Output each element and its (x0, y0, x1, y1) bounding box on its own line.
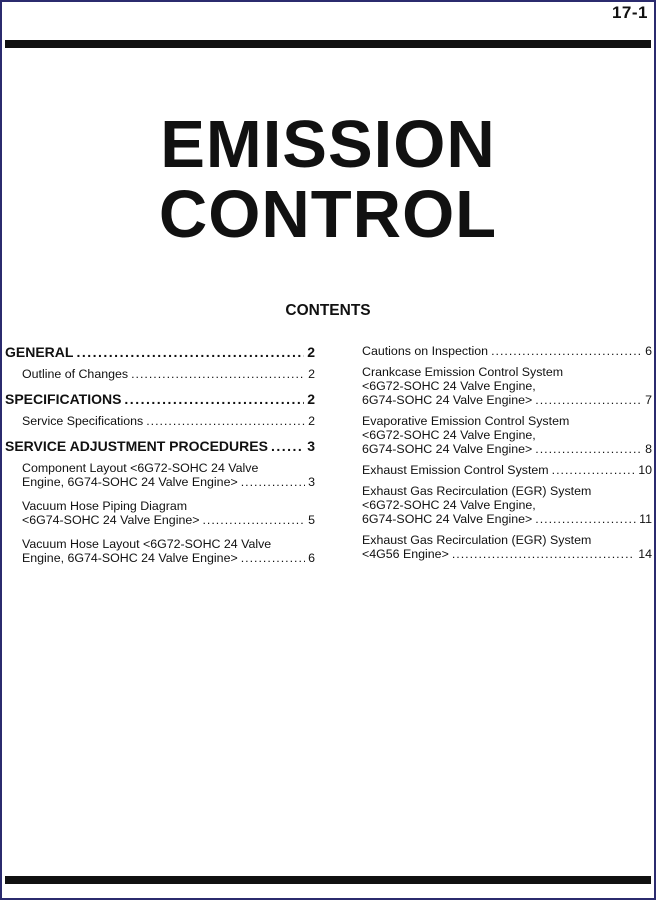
title-line: CONTROL (158, 177, 498, 252)
toc-leader-dots (241, 551, 305, 565)
toc-section[interactable] (5, 344, 315, 360)
toc-page-number: 2 (307, 391, 315, 407)
toc-leader-dots (491, 344, 642, 358)
toc-entry-title-line: Crankcase Emission Control System (362, 365, 564, 379)
toc-section[interactable] (5, 438, 315, 454)
toc-entry-title-line: Vacuum Hose Layout <6G72-SOHC 24 Valve (22, 537, 272, 551)
toc-entry-title-line: Evaporative Emission Control System (362, 414, 570, 428)
toc-entry-title: 6G74-SOHC 24 Valve Engine> (362, 393, 533, 407)
page-number: 17-1 (611, 3, 648, 22)
toc-entry-title: Exhaust Emission Control System (362, 463, 549, 477)
toc-leader-dots (146, 414, 305, 428)
toc-entry-title-line: <6G72-SOHC 24 Valve Engine, (362, 379, 536, 393)
toc-entry[interactable] (362, 414, 652, 456)
toc-entry[interactable] (362, 484, 652, 526)
toc-entry[interactable] (22, 414, 315, 428)
toc-leader-dots (535, 512, 636, 526)
toc-leader-dots (535, 393, 642, 407)
top-rule (5, 40, 651, 48)
page-title (0, 107, 656, 252)
toc-entry-title: SERVICE ADJUSTMENT PROCEDURES (5, 438, 268, 454)
toc-entry-title-line: Exhaust Gas Recirculation (EGR) System (362, 533, 592, 547)
toc-section[interactable] (5, 391, 315, 407)
toc-leader-dots (202, 513, 305, 527)
toc-entry-title-line: <6G72-SOHC 24 Valve Engine, (362, 428, 536, 442)
toc-leader-dots (271, 438, 304, 454)
toc-entry[interactable] (22, 499, 315, 527)
toc-entry-title: Engine, 6G74-SOHC 24 Valve Engine> (22, 551, 238, 565)
toc-leader-dots (124, 391, 304, 407)
contents-heading: CONTENTS (285, 302, 371, 319)
toc-left-column (5, 344, 315, 575)
toc-entry-title: 6G74-SOHC 24 Valve Engine> (362, 442, 533, 456)
title-line: EMISSION (160, 107, 496, 182)
toc-entry[interactable] (362, 365, 652, 407)
toc-entry[interactable] (362, 533, 652, 561)
toc-entry-title-line: <6G72-SOHC 24 Valve Engine, (362, 498, 536, 512)
toc-page-number: 7 (645, 393, 652, 407)
toc-leader-dots (76, 344, 304, 360)
toc-page-number: 10 (638, 463, 652, 477)
toc-right-column (362, 344, 652, 568)
toc-entry[interactable] (22, 461, 315, 489)
toc-entry[interactable] (22, 367, 315, 381)
toc-entry-title: 6G74-SOHC 24 Valve Engine> (362, 512, 533, 526)
toc-entry-title: Outline of Changes (22, 367, 129, 381)
toc-page-number: 6 (645, 344, 652, 358)
toc-entry[interactable] (362, 344, 652, 358)
toc-leader-dots (241, 475, 305, 489)
toc-entry[interactable] (362, 463, 652, 477)
toc-entry-title: Engine, 6G74-SOHC 24 Valve Engine> (22, 475, 238, 489)
toc-entry-title: Cautions on Inspection (362, 344, 489, 358)
bottom-rule (5, 876, 651, 884)
toc-entry-title: Service Specifications (22, 414, 144, 428)
toc-entry-title-line: Exhaust Gas Recirculation (EGR) System (362, 484, 592, 498)
toc-leader-dots (452, 547, 635, 561)
toc-entry-title-line: Component Layout <6G72-SOHC 24 Valve (22, 461, 259, 475)
toc-page-number: 11 (639, 512, 652, 526)
toc-page-number: 2 (308, 367, 315, 381)
toc-leader-dots (552, 463, 636, 477)
toc-entry-title: SPECIFICATIONS (5, 391, 122, 407)
toc-page-number: 5 (308, 513, 315, 527)
toc-entry[interactable] (22, 537, 315, 565)
toc-page-number: 2 (308, 414, 315, 428)
toc-page-number: 3 (307, 438, 315, 454)
toc-page-number: 14 (638, 547, 652, 561)
toc-page-number: 8 (645, 442, 652, 456)
toc-page-number: 2 (307, 344, 315, 360)
toc-page-number: 3 (308, 475, 315, 489)
toc-entry-title: GENERAL (5, 344, 74, 360)
toc-page-number: 6 (308, 551, 315, 565)
toc-entry-title-line: Vacuum Hose Piping Diagram (22, 499, 188, 513)
toc-entry-title: <6G74-SOHC 24 Valve Engine> (22, 513, 200, 527)
toc-entry-title: <4G56 Engine> (362, 547, 449, 561)
toc-leader-dots (535, 442, 642, 456)
toc-leader-dots (131, 367, 305, 381)
